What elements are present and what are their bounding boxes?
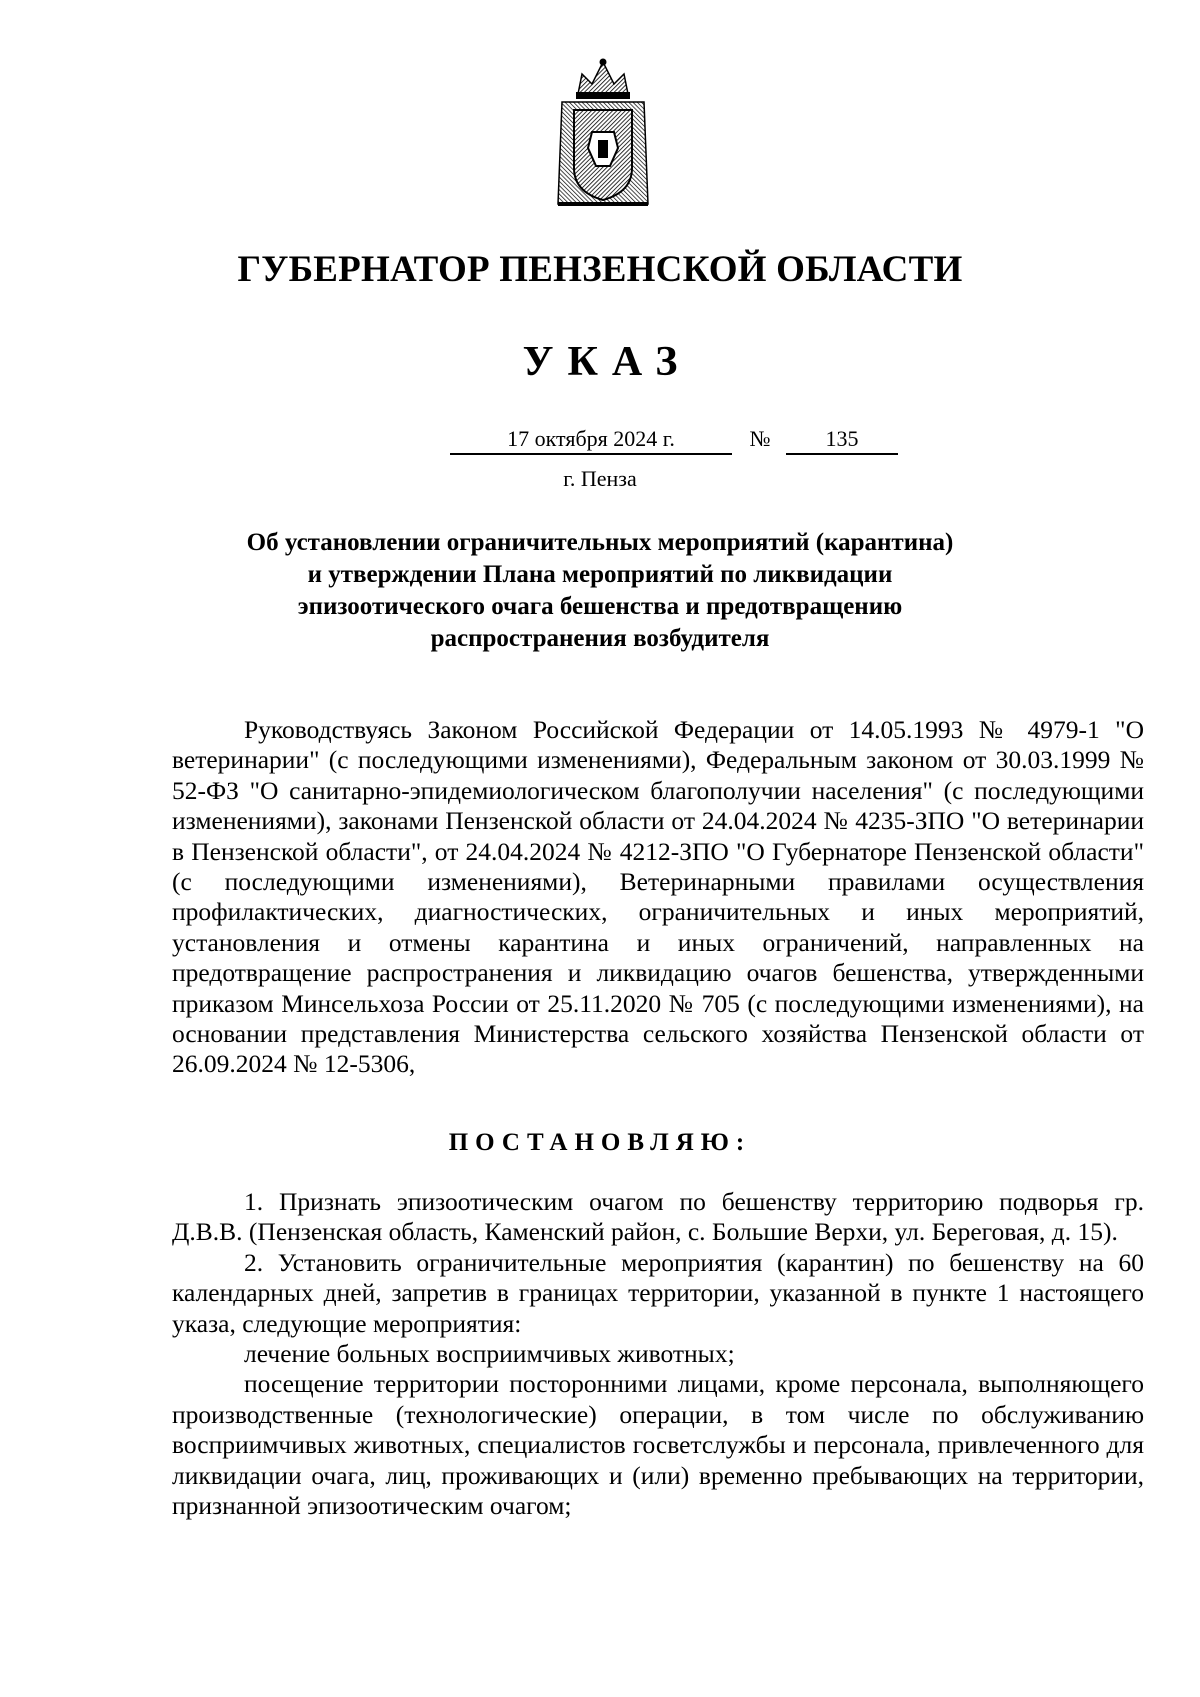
- document-subject: [200, 527, 1000, 655]
- issuing-city: г. Пенза: [563, 466, 637, 491]
- decree-items: [172, 1187, 1144, 1521]
- subject-line: распространения возбудителя: [430, 625, 770, 652]
- subject-line: и утверждении Плана мероприятий по ликвидации: [307, 561, 893, 588]
- number-sign: №: [749, 426, 771, 451]
- issuing-authority: ГУБЕРНАТОР ПЕНЗЕНСКОЙ ОБЛАСТИ: [237, 249, 963, 290]
- document-date: 17 октября 2024 г.: [450, 425, 732, 455]
- subject-line: эпизоотического очага бешенства и предотвращению: [297, 593, 903, 620]
- decree-item-2-sub-2: посещение территории посторонними лицами, кроме персонала, выполняющего производственные (технологические) операции, в том числе по обслуживанию восприимчивых животных, специалистов госветслужбы и персонала, привлеченного для ликвидации очага, лиц, проживающих и (или) временно пребывающих на территории, признанной эпизоотическим очагом;: [172, 1369, 1144, 1521]
- preamble-paragraph: Руководствуясь Законом Российской Федерации от 14.05.1993 № 4979-1 "О ветеринарии" (с последующими изменениями), Федеральным законом от 30.03.1999 № 52-ФЗ "О санитарно-эпидемиологическом благополучии населения" (с последующими изменениями), законами Пензенской области от 24.04.2024 № 4235-ЗПО "О ветеринарии в Пензенской области", от 24.04.2024 № 4212-ЗПО "О Губернаторе Пензенской области" (с последующими изменениями), Ветеринарными правилами осуществления профилактических, диагностических, ограничительных и иных мероприятий, установления и отмены карантина и иных ограничений, направленных на предотвращение распространения и ликвидацию очагов бешенства, утвержденными приказом Минсельхоза России от 25.11.2020 № 705 (с последующими изменениями), на основании представления Министерства сельского хозяйства Пензенской области от 26.09.2024 № 12-5306,: [172, 715, 1144, 1079]
- date-number-line: [450, 425, 900, 457]
- document-number: 135: [786, 425, 898, 455]
- preamble-block: [172, 715, 1144, 1080]
- subject-line: Об установлении ограничительных мероприятий (карантина): [246, 529, 954, 556]
- decree-item-1: 1. Признать эпизоотическим очагом по бешенству территорию подворья гр. Д.В.В. (Пензенская область, Каменский район, с. Большие Верхи, ул. Береговая, д. 15).: [172, 1187, 1144, 1247]
- decree-word: ПОСТАНОВЛЯЮ:: [448, 1129, 752, 1156]
- coat-of-arms-emblem: [548, 56, 658, 216]
- decree-item-2: 2. Установить ограничительные мероприятия (карантин) по бешенству на 60 календарных дней, запретив в границах территории, указанной в пункте 1 настоящего указа, следующие мероприятия:: [172, 1247, 1144, 1338]
- decree-item-2-sub-1: лечение больных восприимчивых животных;: [244, 1339, 735, 1369]
- document-type: УКАЗ: [522, 339, 692, 385]
